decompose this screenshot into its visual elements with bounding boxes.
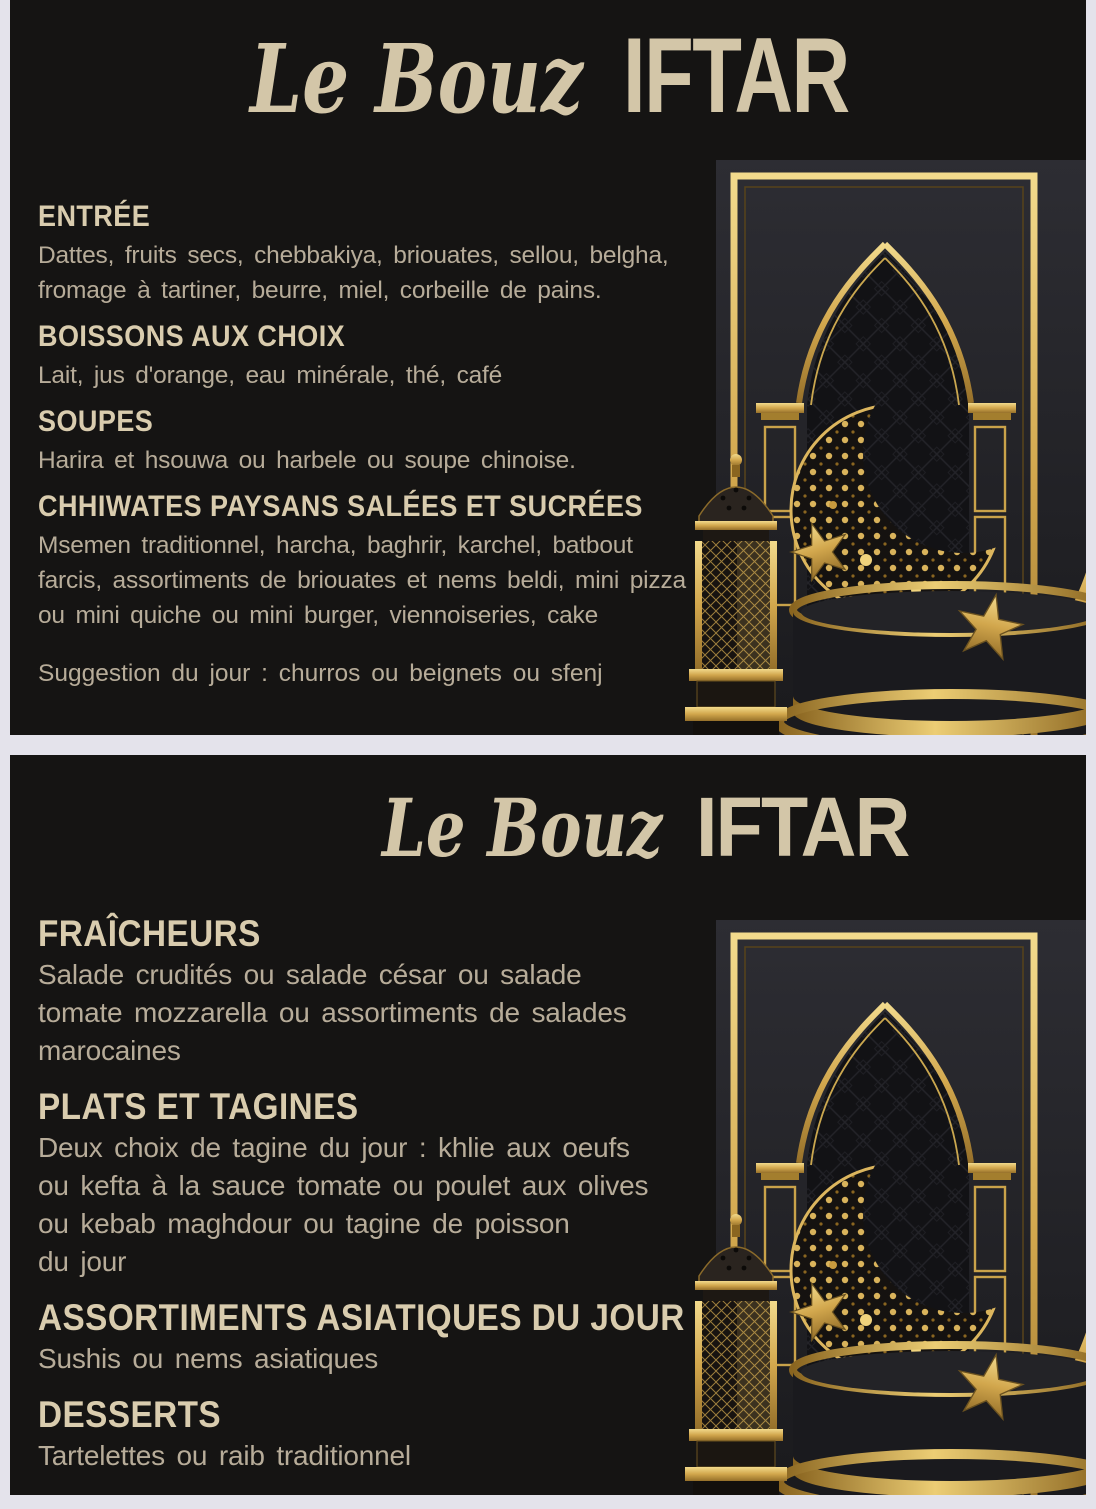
section-body [38,528,710,633]
menu-sections [38,913,757,1491]
menu-line: Tartelettes ou raib traditionnel [38,1440,411,1471]
menu-section [38,200,710,308]
section-body [38,238,710,308]
menu-panel-bottom [10,755,1086,1495]
section-heading: BOISSONS AUX CHOIX [38,320,346,353]
section-body [38,956,757,1070]
menu-line: Lait, jus d'orange, eau minérale, thé, café [38,362,503,389]
menu-line: ou kebab maghdour ou tagine de poisson [38,1208,570,1239]
section-body [38,1437,757,1475]
menu-section [38,1297,757,1378]
menu-section [38,913,757,1070]
menu-line: ou kefta à la sauce tomate ou poulet aux olives [38,1170,649,1201]
brand-word: IFTAR [695,780,909,874]
menu-line: Msemen traditionnel, harcha, baghrir, karchel, batbout [38,532,633,559]
section-heading: ASSORTIMENTS ASIATIQUES DU JOUR [38,1297,685,1338]
menu-line: Salade crudités ou salade césar ou salade [38,959,582,990]
section-heading: PLATS ET TAGINES [38,1086,359,1127]
menu-line: Sushis ou nems asiatiques [38,1343,379,1374]
menu-line: fromage à tartiner, beurre, miel, corbeille de pains. [38,277,602,304]
brand-word: IFTAR [623,15,849,135]
section-heading: DESSERTS [38,1394,222,1435]
menu-section [38,1394,757,1475]
section-heading: FRAÎCHEURS [38,913,261,954]
menu-line: Deux choix de tagine du jour : khlie aux oeufs [38,1132,630,1163]
menu-panel-top [10,0,1086,735]
section-body [38,1340,757,1378]
menu-section [38,1086,757,1281]
menu-line: marocaines [38,1035,181,1066]
brand-script: Le Bouz [382,781,663,875]
menu-line: du jour [38,1246,127,1277]
menu-line: tomate mozzarella ou assortiments de salades [38,997,627,1028]
section-body [38,358,710,393]
menu-line: farcis, assortiments de briouates et nems beldi, mini pizza [38,567,686,594]
section-heading: ENTRÉE [38,200,151,233]
menu-sections [38,200,710,645]
brand-title [250,15,920,135]
menu-line: Dattes, fruits secs, chebbakiya, briouates, sellou, belgha, [38,242,669,269]
section-body [38,1129,757,1281]
menu-section [38,405,710,478]
menu-line: ou mini quiche ou mini burger, viennoiseries, cake [38,602,599,629]
section-heading: SOUPES [38,405,154,438]
menu-line: Harira et hsouwa ou harbele ou soupe chinoise. [38,447,576,474]
menu-section [38,490,710,633]
brand-title [382,780,927,875]
daily-suggestion: Suggestion du jour : churros ou beignets ou sfenj [38,660,603,687]
menu-section [38,320,710,393]
section-body [38,443,710,478]
section-heading: CHHIWATES PAYSANS SALÉES ET SUCRÉES [38,490,643,523]
brand-script: Le Bouz [250,24,584,135]
ramadan-artwork [661,160,1086,735]
